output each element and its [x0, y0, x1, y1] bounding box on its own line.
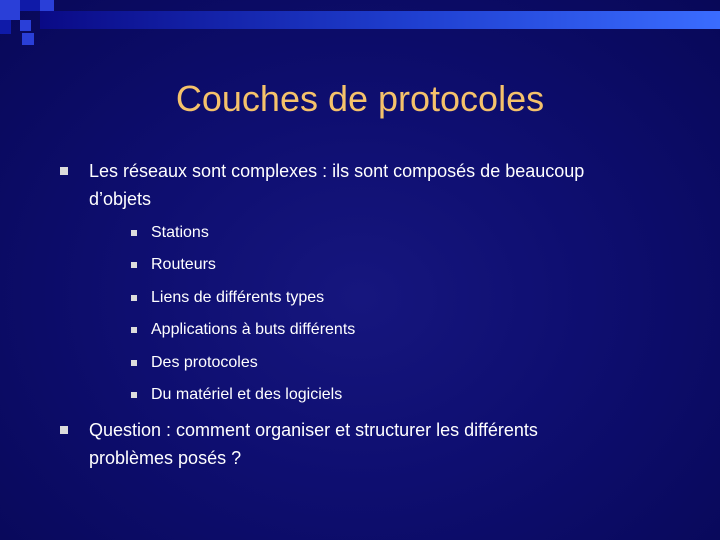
sub-bullet-square-icon [131, 295, 137, 301]
sub-bullet-text: Applications à buts différents [151, 321, 356, 338]
corner-square-decoration [20, 0, 40, 11]
sub-bullet-square-icon [131, 327, 137, 333]
corner-square-decoration [0, 0, 20, 20]
sub-bullet-text: Du matériel et des logiciels [151, 386, 343, 403]
slide-title: Couches de protocoles [175, 78, 545, 119]
bullet-line: d’objets [89, 189, 152, 209]
corner-square-decoration [40, 0, 54, 11]
bullet-line: Les réseaux sont complexes : ils sont composés de beaucoup [89, 161, 585, 181]
sub-bullet-text: Des protocoles [151, 354, 258, 371]
bullet-square-icon [60, 426, 68, 434]
sub-bullet-text: Routeurs [151, 256, 216, 273]
sub-bullet-square-icon [131, 230, 137, 236]
bullet-line: problèmes posés ? [89, 448, 242, 468]
sub-bullet-square-icon [131, 262, 137, 268]
sub-bullet-text: Stations [151, 224, 209, 241]
header-gradient-bar [40, 11, 720, 29]
corner-square-decoration [20, 20, 31, 31]
corner-square-decoration [0, 20, 11, 34]
sub-bullet-text: Liens de différents types [151, 289, 325, 306]
bullet-square-icon [60, 167, 68, 175]
sub-bullet-square-icon [131, 360, 137, 366]
bullet-text [89, 416, 689, 472]
corner-square-decoration [22, 33, 34, 45]
sub-bullet-square-icon [131, 392, 137, 398]
bullet-line: Question : comment organiser et structurer les différents [89, 420, 538, 440]
bullet-text [89, 157, 689, 213]
